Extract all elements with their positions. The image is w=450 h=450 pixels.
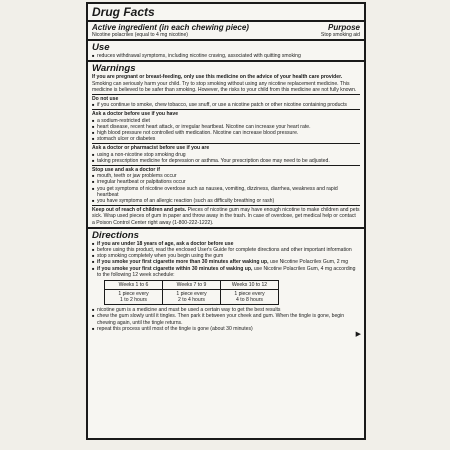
do-not-use-heading: Do not use — [92, 96, 119, 103]
list-item: ■ mouth, teeth or jaw problems occur — [92, 173, 360, 179]
table-row — [105, 290, 279, 305]
keep-out-of-reach: Keep out of reach of children and pets. Pieces of nicotine gum may have enough nicotine to make children and pets sick. Wrap used pieces of gum in paper and throw away in the trash. In case of overdose, get medical help or contact a Poison Control Center right away (1-800-222-1222). — [92, 207, 360, 226]
stop-use-heading: Stop use and ask a doctor if — [92, 167, 160, 174]
list-item: ■ heart disease, recent heart attack, or irregular heartbeat. Nicotine can increase your heart rate. — [92, 124, 360, 130]
ask-doctor-block — [92, 109, 360, 142]
continue-arrow-icon: ▶ — [355, 330, 361, 338]
title-section — [88, 4, 364, 22]
table-cell: 1 piece every 1 to 2 hours — [105, 290, 163, 305]
purpose-text: Stop smoking aid — [320, 32, 360, 38]
list-item: ■ nicotine gum is a medicine and must be used a certain way to get the best results — [92, 307, 360, 313]
table-row — [105, 281, 279, 290]
list-item: ■ taking prescription medicine for depression or asthma. Your prescription dose may need to be adjusted. — [92, 158, 360, 164]
table-header-cell: Weeks 7 to 9 — [163, 281, 221, 290]
ask-pharmacist-block — [92, 143, 360, 164]
list-item: ■ a sodium-restricted diet — [92, 118, 360, 124]
warnings-section — [88, 62, 364, 228]
table-cell: 1 piece every 2 to 4 hours — [163, 290, 221, 305]
directions-heading: Directions — [92, 229, 139, 241]
ask-doctor-heading: Ask a doctor before use if you have — [92, 111, 179, 118]
list-item: ■ if you continue to smoke, chew tobacco, use snuff, or use a nicotine patch or other nicotine containing products — [92, 102, 360, 108]
table-header-cell: Weeks 1 to 6 — [105, 281, 163, 290]
table-header-cell: Weeks 10 to 12 — [221, 281, 279, 290]
list-item: ■ chew the gum slowly until it tingles. Then park it between your cheek and gum. When the tingle is gone, begin chewing again, until the tingle returns. — [92, 313, 360, 325]
list-item: ■ stop smoking completely when you begin using the gum — [92, 253, 360, 259]
use-item: ■ reduces withdrawal symptoms, including nicotine craving, associated with quitting smoking — [92, 53, 360, 59]
list-item: ■ repeat this process until most of the tingle is gone (about 30 minutes) — [92, 326, 360, 332]
dosing-schedule-table — [104, 280, 279, 305]
ask-pharmacist-heading: Ask a doctor or pharmacist before use if you are — [92, 145, 210, 152]
stop-use-block — [92, 165, 360, 204]
under-18-direction: ■ if you are under 18 years of age, ask a doctor before use — [92, 241, 360, 247]
active-ingredient-heading: Active ingredient (in each chewing piece) — [92, 23, 249, 32]
list-item: ■ you get symptoms of nicotine overdose such as nausea, vomiting, dizziness, diarrhea, weakness and rapid heartbeat — [92, 186, 360, 198]
active-ingredient-section — [88, 22, 364, 41]
directions-section — [88, 229, 364, 340]
within-30-minutes-direction: ■ if you smoke your first cigarette within 30 minutes of waking up, use Nicotine Polacrilex Gum, 4 mg according to the following 12 week schedule: — [92, 266, 360, 278]
use-section — [88, 41, 364, 62]
list-item: ■ you have symptoms of an allergic reaction (such as difficulty breathing or rash) — [92, 198, 360, 204]
purpose-heading: Purpose — [327, 23, 360, 32]
list-item: ■ irregular heartbeat or palpitations occur — [92, 179, 360, 185]
use-heading: Use — [92, 42, 110, 54]
drug-facts-panel — [86, 2, 366, 440]
drug-facts-title: Drug Facts — [92, 5, 155, 19]
table-cell: 1 piece every 4 to 8 hours — [221, 290, 279, 305]
list-item: ■ high blood pressure not controlled with medication. Nicotine can increase blood pressure. — [92, 130, 360, 136]
do-not-use-block — [92, 94, 360, 108]
list-item: ■ before using this product, read the enclosed User's Guide for complete directions and other important information — [92, 247, 360, 253]
pregnant-warning: If you are pregnant or breast-feeding, only use this medicine on the advice of your health care provider. Smoking can seriously harm your child. Try to stop smoking without using any nicotine replacement medicine. This medicine is believed to be safer than smoking. However, the risks to your child from this medicine are not fully known. — [92, 74, 357, 93]
list-item: ■ using a non-nicotine stop smoking drug — [92, 152, 360, 158]
ingredient-text: Nicotine polacrilex (equal to 4 mg nicotine) — [92, 32, 188, 38]
list-item: ■ stomach ulcer or diabetes — [92, 136, 360, 142]
over-30-minutes-direction: ■ if you smoke your first cigarette more than 30 minutes after waking up, use Nicotine Polacrilex Gum, 2 mg — [92, 259, 360, 265]
warnings-heading: Warnings — [92, 63, 136, 75]
